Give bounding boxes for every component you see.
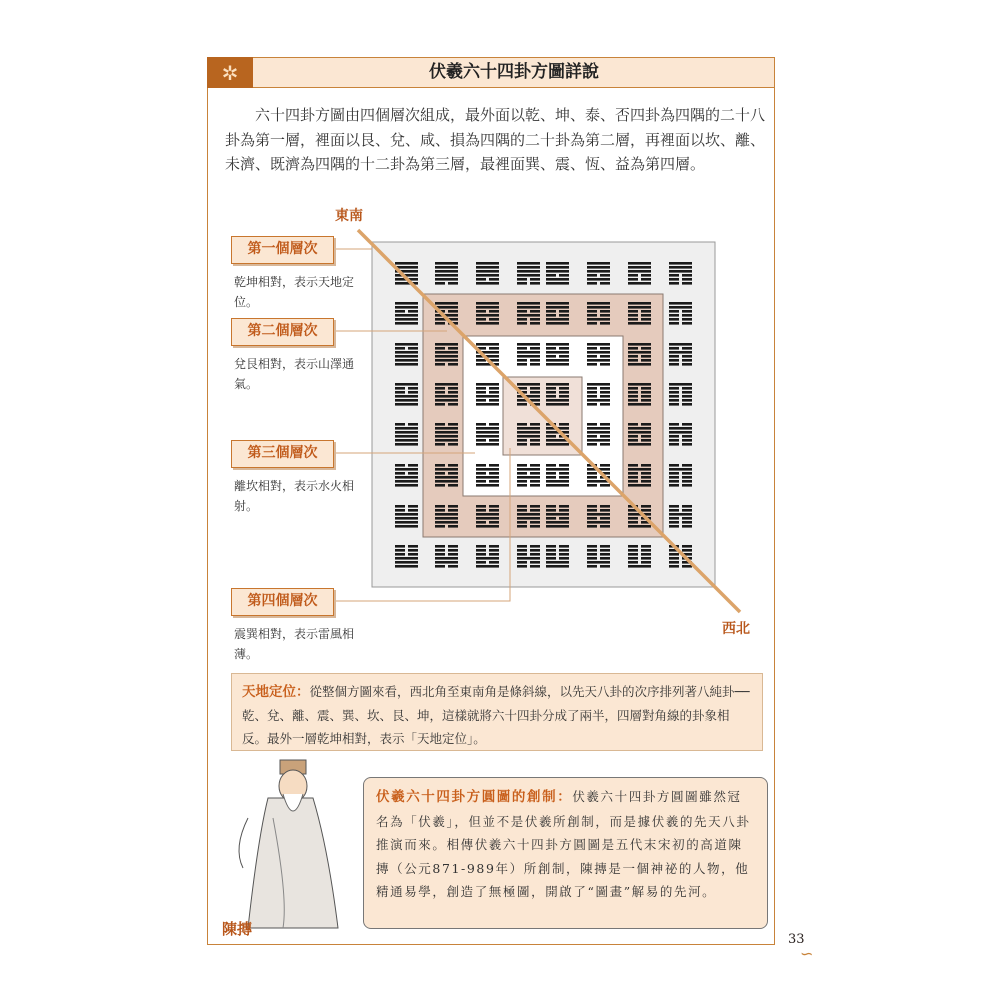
layer-2-label: 第二個層次 xyxy=(231,318,334,346)
layer-2-note: 兌艮相對，表示山澤通氣。 xyxy=(234,357,355,391)
dragon-emblem-icon: ✲ xyxy=(207,57,253,88)
note-heading: 伏羲六十四卦方圓圖的創制： xyxy=(376,789,573,805)
flourish-icon: ∽ xyxy=(800,944,814,963)
southeast-label: 東南 xyxy=(335,208,363,224)
layer-1-label: 第一個層次 xyxy=(231,236,334,264)
layer-4-label: 第四個層次 xyxy=(231,588,334,616)
creation-note-box xyxy=(363,777,768,929)
heaven-earth-note-box xyxy=(231,673,763,751)
figure-caption: 陳摶 xyxy=(222,920,253,938)
layer-1-note: 乾坤相對，表示天地定位。 xyxy=(234,275,355,309)
note-text: 伏羲六十四卦方圓圖雖然冠名為「伏羲」，但並不是伏羲所創制，而是據伏羲的先天八卦推演而來。相傳伏羲六十四卦方圓圖是五代末宋初的高道陳摶（公元871-989年）所創制，陳摶是一個神祕的人物，他精通易學，創造了無極圖，開啟了“圖畫”解易的先河。 xyxy=(376,789,751,899)
layer-4-note: 震巽相對，表示雷風相薄。 xyxy=(234,627,355,661)
layer-3-label: 第三個層次 xyxy=(231,440,334,468)
intro-text: 六十四卦方圖由四個層次組成，最外面以乾、坤、泰、否四卦為四隅的二十八卦為第一層，裡面以艮、兌、咸、損為四隅的二十卦為第二層，再裡面以坎、離、未濟、既濟為四隅的十二卦為第三層，最裡面巽、震、恆、益為第四層。 xyxy=(225,106,766,173)
layer-3-note: 離坎相對，表示水火相射。 xyxy=(234,479,355,513)
page-number: 33 xyxy=(788,932,805,947)
chen-tuan-illustration xyxy=(228,758,358,933)
page-title: 伏羲六十四卦方圖詳說 xyxy=(429,62,599,82)
note-heading: 天地定位： xyxy=(242,684,310,700)
northwest-label: 西北 xyxy=(722,621,750,637)
note-text: 從整個方圖來看，西北角至東南角是條斜線，以先天八卦的次序排列著八純卦──乾、兌、離、震、巽、坎、艮、坤，這樣就將六十四卦分成了兩半，四層對角線的卦象相反。最外一層乾坤相對，表示「天地定位」。 xyxy=(242,684,750,746)
